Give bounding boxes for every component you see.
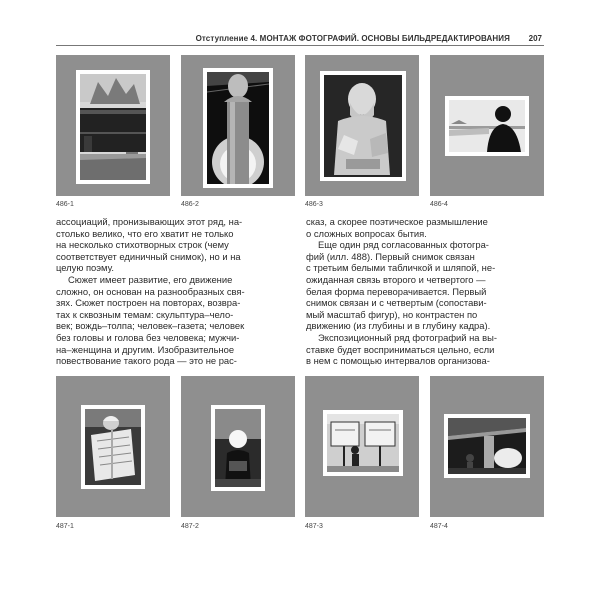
figure-487-4-frame <box>430 376 544 530</box>
page-number: 207 <box>528 34 542 43</box>
photo-bust-column <box>203 68 273 188</box>
bust-image <box>207 72 269 184</box>
photo-building <box>76 70 150 184</box>
figure-caption: 486-2 <box>181 201 199 208</box>
text-line: на несколько стихотворных строк (чему <box>56 239 229 251</box>
text-line: белая форма переворачивается. Первый <box>306 285 487 297</box>
photo-billboard <box>323 410 403 476</box>
text-line: о сложных вопросах бытия. <box>306 227 427 239</box>
photo-man-lamp <box>211 405 265 491</box>
photo-monument <box>320 71 406 181</box>
newspaper-image <box>85 409 141 485</box>
running-header <box>56 33 544 46</box>
text-line: целую поэму. <box>56 262 114 274</box>
figure-caption: 487-1 <box>56 523 74 530</box>
text-line: повествование такого рода — это не рас- <box>56 355 237 367</box>
text-line: Экспозиционный ряд фотографий на вы- <box>318 331 497 343</box>
figure-487-2-frame <box>181 376 295 530</box>
photo-newspaper-reader <box>81 405 145 489</box>
figure-487-1-frame <box>56 376 170 530</box>
text-line: зях. Сюжет построен на повторах, возвра- <box>56 297 241 309</box>
billboard-image <box>327 414 399 472</box>
text-line: соответствует единичный снимок), но и на <box>56 250 241 262</box>
text-line: ожиданная связь второго и четвертого — <box>306 273 486 285</box>
text-line: век; вождь–толпа; человек–газета; человек <box>56 320 245 332</box>
figure-caption: 487-4 <box>430 523 448 530</box>
bridge-image <box>448 418 526 474</box>
text-line: с третьим белыми табличкой и шляпой, не- <box>306 262 496 274</box>
text-line: тах к сквозным темам: скульптура–чело- <box>56 308 234 320</box>
text-column-left <box>56 216 293 367</box>
figure-caption: 487-3 <box>305 523 323 530</box>
text-line: сказ, а скорее поэтическое размышление <box>306 216 488 227</box>
text-line: без головы и голова без человека; мужчи- <box>56 331 240 343</box>
figure-486-3-frame <box>305 55 419 208</box>
figure-caption: 486-3 <box>305 201 323 208</box>
text-line: сложно, он основан на разнообразных свя- <box>56 285 245 297</box>
text-column-right <box>306 216 543 367</box>
text-line: Еще один ряд согласованных фотогра- <box>318 239 489 251</box>
text-line: Сюжет имеет развитие, его движение <box>68 273 233 285</box>
figure-caption: 487-2 <box>181 523 199 530</box>
monument-image <box>324 75 402 177</box>
text-line: ассоциаций, пронизывающих этот ряд, на- <box>56 216 243 227</box>
silhouette-image <box>449 100 525 152</box>
text-line: мый масштаб фигур), но контрастен по <box>306 308 478 320</box>
text-line: на–женщина и другим. Изобразительное <box>56 343 235 355</box>
building-image <box>80 74 146 180</box>
text-line: в нем с помощью интервалов организова- <box>306 355 490 367</box>
photo-silhouette <box>445 96 529 156</box>
figure-486-1-frame <box>56 55 170 208</box>
text-line: фий (илл. 488). Первый снимок связан <box>306 250 475 262</box>
text-line: снимок связан и с четвертым (сопостави- <box>306 297 487 309</box>
text-line: движению (из глубины и в глубину кадра). <box>306 320 491 332</box>
photo-bridge <box>444 414 530 478</box>
man-lamp-image <box>215 409 261 487</box>
figure-486-2-frame <box>181 55 295 208</box>
figure-caption: 486-1 <box>56 201 74 208</box>
chapter-title: Отступление 4. МОНТАЖ ФОТОГРАФИЙ. ОСНОВЫ БИЛЬДРЕДАКТИРОВАНИЯ <box>195 34 510 43</box>
figure-486-4-frame <box>430 55 544 208</box>
figure-caption: 486-4 <box>430 201 448 208</box>
figure-487-3-frame <box>305 376 419 530</box>
text-line: столько велико, что его хватит не только <box>56 227 234 239</box>
text-line: ставке будет восприниматься цельно, если <box>306 343 495 355</box>
